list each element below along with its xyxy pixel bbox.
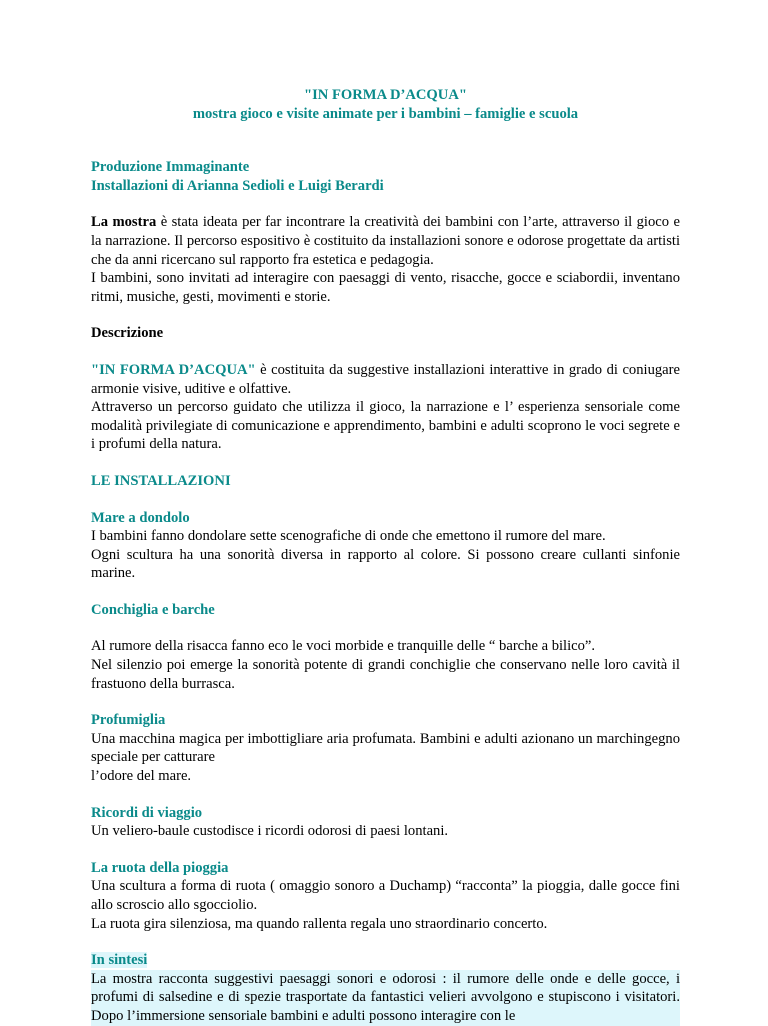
installation-text: Nel silenzio poi emerge la sonorità potente di grandi conchiglie che conservano nelle loro cavità il frastuono della burrasca. [91, 657, 680, 692]
descrizione-lead: "IN FORMA D’ACQUA" [91, 361, 256, 378]
document-header [91, 86, 680, 123]
installation-ricordi-di-viaggio [91, 804, 680, 841]
installation-text: Al rumore della risacca fanno eco le voci morbide e tranquille delle “ barche a bilico”. [91, 638, 596, 655]
descrizione-text-1: da suggestive installazioni interattive in grado di coniugare armonie visive, uditive e olfattive. [91, 361, 680, 397]
credits-production: Produzione Immaginante [91, 159, 250, 176]
installation-text: Ogni scultura ha una sonorità diversa in rapporto al colore. Si possono creare cullanti sinfonie marine. [91, 546, 680, 582]
installation-title: Mare a dondolo [91, 509, 190, 526]
installation-text: l’odore del mare. [91, 768, 192, 785]
descrizione-paragraph-2: Attraverso un percorso guidato che utilizza il gioco, la narrazione e l’ esperienza sensoriale come modalità privilegiate di comunicazione e apprendimento, bambini e adulti scoprono le voci segrete e i profumi della natura. [91, 399, 680, 453]
installation-profumiglia [91, 711, 680, 785]
installation-mare-a-dondolo [91, 509, 680, 583]
intro-paragraph-2: I bambini, sono invitati ad interagire con paesaggi di vento, risacche, gocce e sciabordii, inventano ritmi, musiche, gesti, movimenti e storie. [91, 270, 680, 305]
installation-text: Una macchina magica per imbottigliare aria profumata. Bambini e adulti azionano un marchingegno speciale per catturare [91, 730, 680, 766]
installation-title: La ruota della pioggia [91, 859, 229, 876]
intro-paragraph [91, 213, 680, 269]
document-title: "IN FORMA D’ACQUA" [304, 87, 467, 103]
descrizione-heading: Descrizione [91, 325, 164, 342]
installation-text: Una scultura a forma di ruota ( omaggio sonoro a Duchamp) “racconta” la pioggia, dalle gocce fini allo scroscio allo sgocciolio. [91, 878, 680, 913]
installation-ruota-della-pioggia [91, 859, 680, 933]
installation-title: Ricordi di viaggio [91, 804, 203, 821]
sintesi-heading: In sintesi [91, 952, 148, 969]
installation-text: Un veliero-baule custodisce i ricordi odorosi di paesi lontani. [91, 823, 449, 840]
intro-text-1: è stata ideata per far incontrare la creatività dei bambini con l’arte, attraverso il gioco e la narrazione. Il percorso espositivo è costituito da installazioni sonore e odorose progettate da artisti che da anni ricercano sul rapporto fra estetica e pedagogia. [91, 214, 680, 268]
installation-title: Conchiglia e barche [91, 601, 215, 618]
credits-installations: Installazioni di Arianna Sedioli e Luigi Berardi [91, 177, 384, 194]
document-subtitle: mostra gioco e visite animate per i bambini – famiglie e scuola [192, 105, 579, 122]
installation-conchiglia-e-barche [91, 601, 680, 693]
installation-title: Profumiglia [91, 712, 166, 729]
sintesi-section [91, 951, 680, 1025]
descrizione-verb: è costituita [255, 361, 325, 378]
installation-text: La ruota gira silenziosa, ma quando rallenta regala uno straordinario concerto. [91, 915, 548, 932]
sintesi-text: La mostra racconta suggestivi paesaggi sonori e odorosi : il rumore delle onde e delle gocce, i profumi di salsedine e di spezie trasportate da fantastici velieri avvolgono e stupiscono i visitatori. Dopo l’immersione sensoriale bambini e adulti possono interagire con le [91, 970, 680, 1024]
installation-text: I bambini fanno dondolare sette scenografiche di onde che emettono il rumore del mare. [91, 528, 606, 545]
intro-lead: La mostra [91, 214, 157, 231]
credits [91, 158, 680, 195]
descrizione-paragraph [91, 361, 680, 398]
installazioni-heading: LE INSTALLAZIONI [91, 472, 231, 489]
